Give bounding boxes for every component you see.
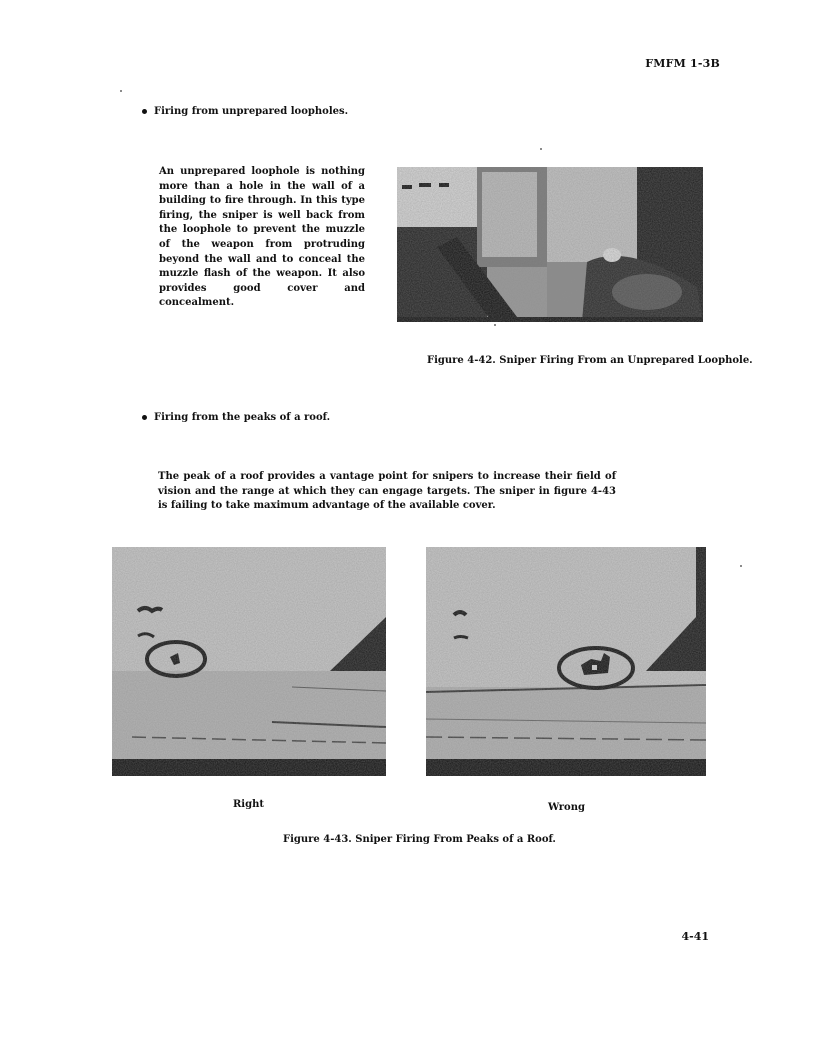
page-number: 4-41 xyxy=(681,930,709,943)
loophole-paragraph: An unprepared loophole is nothing more than a hole in the wall of a building to fire through. In this type firing, the sniper is well back from the loophole to prevent the muzzle of the weapon from protruding beyond the wall and to conceal the muzzle flash of the weapon. It also provides good cover and concealment. xyxy=(159,166,365,309)
figure-4-43-caption: Figure 4-43. Sniper Firing From Peaks of a Roof. xyxy=(283,834,556,845)
bullet-dot-icon xyxy=(142,109,147,114)
photo-label-wrong: Wrong xyxy=(548,802,585,813)
bullet-text: Firing from the peaks of a roof. xyxy=(154,412,331,423)
roof-photo-wrong xyxy=(426,547,706,776)
bullet-dot-icon xyxy=(142,415,147,420)
bullet-roof-peaks xyxy=(142,412,330,423)
bullet-text: Firing from unprepared loopholes. xyxy=(154,106,349,117)
loophole-photo xyxy=(397,167,703,322)
scan-speck xyxy=(120,90,122,92)
roof-photo-right xyxy=(112,547,386,776)
scan-speck xyxy=(494,324,496,326)
scan-speck xyxy=(740,565,742,567)
photo-label-right: Right xyxy=(233,799,264,810)
roof-peak-paragraph: The peak of a roof provides a vantage point for snipers to increase their field of vision and the range at which they can engage targets. The sniper in figure 4-43 is failing to take maximum advantage of the available cover. xyxy=(158,471,616,512)
bullet-unprepared-loopholes xyxy=(142,106,348,117)
scan-speck xyxy=(540,148,542,150)
figure-4-42-caption: Figure 4-42. Sniper Firing From an Unprepared Loophole. xyxy=(427,355,753,366)
document-id: FMFM 1-3B xyxy=(645,57,720,70)
